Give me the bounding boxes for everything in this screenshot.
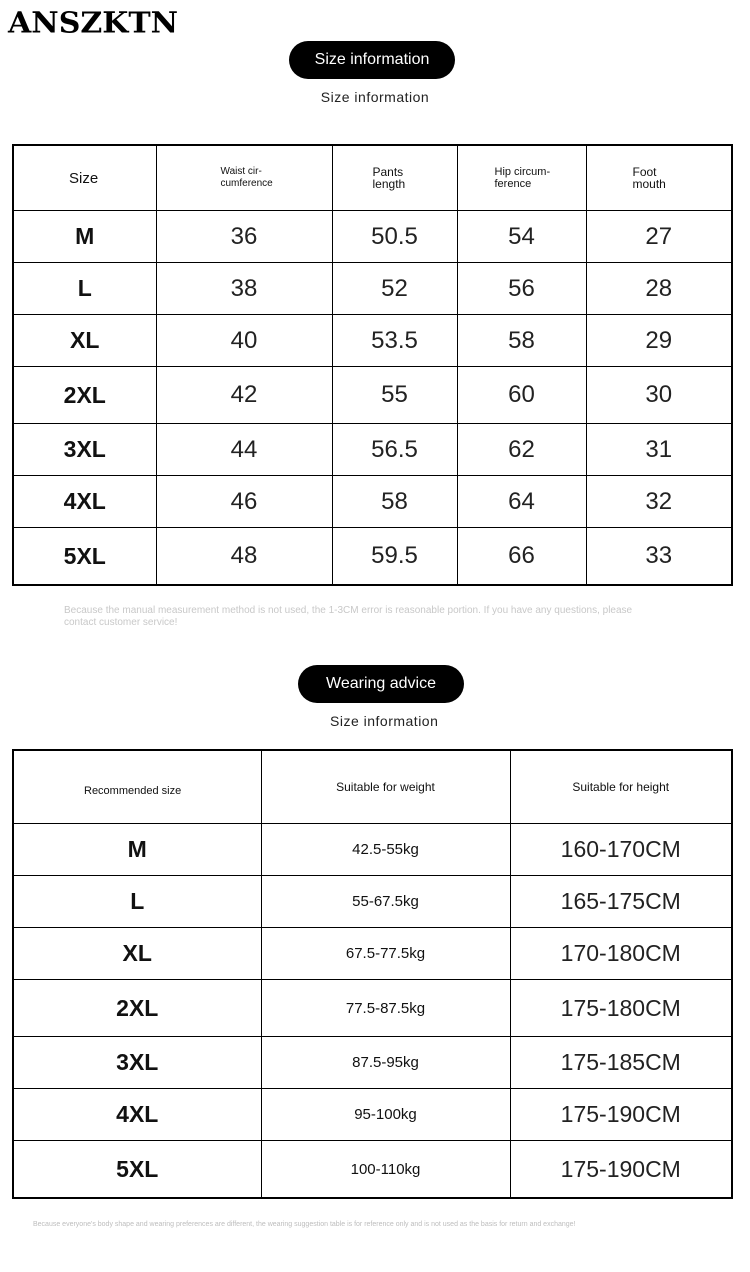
recommended-size: 2XL xyxy=(13,980,261,1037)
size-label: M xyxy=(13,211,156,263)
hip-value: 58 xyxy=(457,315,586,367)
foot-mouth-value: 30 xyxy=(586,367,732,424)
hip-value: 66 xyxy=(457,528,586,586)
foot-mouth-value: 33 xyxy=(586,528,732,586)
hip-value: 62 xyxy=(457,424,586,476)
length-value: 59.5 xyxy=(332,528,457,586)
weight-range: 67.5-77.5kg xyxy=(261,928,510,980)
waist-value: 40 xyxy=(156,315,332,367)
foot-mouth-value: 29 xyxy=(586,315,732,367)
table-row xyxy=(13,824,732,876)
length-value: 52 xyxy=(332,263,457,315)
length-value: 58 xyxy=(332,476,457,528)
header-weight: Suitable for weight xyxy=(261,750,510,824)
size-label: 2XL xyxy=(13,367,156,424)
table-row xyxy=(13,263,732,315)
wearing-advice-subtitle: Size information xyxy=(330,713,439,729)
recommended-size: 3XL xyxy=(13,1037,261,1089)
length-value: 55 xyxy=(332,367,457,424)
table-row xyxy=(13,424,732,476)
size-label: 3XL xyxy=(13,424,156,476)
size-label: 4XL xyxy=(13,476,156,528)
measurement-note: Because the manual measurement method is not used, the 1-3CM error is reasonable portion. If you have any questions, please contact customer service! xyxy=(64,605,633,628)
header-hip: Hip circum- ference xyxy=(457,145,586,211)
size-chart-table xyxy=(12,144,733,586)
hip-value: 56 xyxy=(457,263,586,315)
table-row xyxy=(13,980,732,1037)
weight-range: 87.5-95kg xyxy=(261,1037,510,1089)
header-waist: Waist cir- cumference xyxy=(156,145,332,211)
table-row xyxy=(13,928,732,980)
recommended-size: M xyxy=(13,824,261,876)
weight-range: 95-100kg xyxy=(261,1089,510,1141)
size-label: XL xyxy=(13,315,156,367)
table-row xyxy=(13,528,732,586)
header-foot-mouth: Foot mouth xyxy=(586,145,732,211)
foot-mouth-value: 27 xyxy=(586,211,732,263)
weight-range: 100-110kg xyxy=(261,1141,510,1199)
height-range: 175-190CM xyxy=(510,1141,732,1199)
height-range: 170-180CM xyxy=(510,928,732,980)
length-value: 50.5 xyxy=(332,211,457,263)
table-row xyxy=(13,367,732,424)
table-row xyxy=(13,211,732,263)
table-row xyxy=(13,1089,732,1141)
header-pants-length: Pants length xyxy=(332,145,457,211)
waist-value: 38 xyxy=(156,263,332,315)
table-row xyxy=(13,876,732,928)
wearing-advice-note: Because everyone's body shape and wearing preferences are different, the wearing suggestion table is for reference only and is not used as the basis for return and exchange! xyxy=(33,1221,576,1228)
height-range: 175-185CM xyxy=(510,1037,732,1089)
height-range: 175-180CM xyxy=(510,980,732,1037)
table-header-row xyxy=(13,145,732,211)
table-row xyxy=(13,1141,732,1199)
wearing-advice-table xyxy=(12,749,733,1199)
recommended-size: 5XL xyxy=(13,1141,261,1199)
waist-value: 42 xyxy=(156,367,332,424)
size-label: 5XL xyxy=(13,528,156,586)
height-range: 165-175CM xyxy=(510,876,732,928)
header-height: Suitable for height xyxy=(510,750,732,824)
waist-value: 46 xyxy=(156,476,332,528)
recommended-size: XL xyxy=(13,928,261,980)
height-range: 160-170CM xyxy=(510,824,732,876)
weight-range: 55-67.5kg xyxy=(261,876,510,928)
waist-value: 36 xyxy=(156,211,332,263)
table-row xyxy=(13,1037,732,1089)
table-header-row xyxy=(13,750,732,824)
header-size: Size xyxy=(13,145,156,211)
hip-value: 60 xyxy=(457,367,586,424)
weight-range: 77.5-87.5kg xyxy=(261,980,510,1037)
waist-value: 48 xyxy=(156,528,332,586)
hip-value: 64 xyxy=(457,476,586,528)
wearing-advice-badge: Wearing advice xyxy=(298,665,464,703)
height-range: 175-190CM xyxy=(510,1089,732,1141)
foot-mouth-value: 28 xyxy=(586,263,732,315)
recommended-size: L xyxy=(13,876,261,928)
length-value: 56.5 xyxy=(332,424,457,476)
recommended-size: 4XL xyxy=(13,1089,261,1141)
length-value: 53.5 xyxy=(332,315,457,367)
hip-value: 54 xyxy=(457,211,586,263)
table-row xyxy=(13,476,732,528)
brand-logo: ANSZKTN xyxy=(8,6,179,41)
waist-value: 44 xyxy=(156,424,332,476)
size-information-subtitle: Size information xyxy=(320,89,430,105)
weight-range: 42.5-55kg xyxy=(261,824,510,876)
foot-mouth-value: 32 xyxy=(586,476,732,528)
size-label: L xyxy=(13,263,156,315)
foot-mouth-value: 31 xyxy=(586,424,732,476)
table-row xyxy=(13,315,732,367)
header-recommended-size: Recommended size xyxy=(13,750,261,824)
size-information-badge: Size information xyxy=(289,41,455,79)
